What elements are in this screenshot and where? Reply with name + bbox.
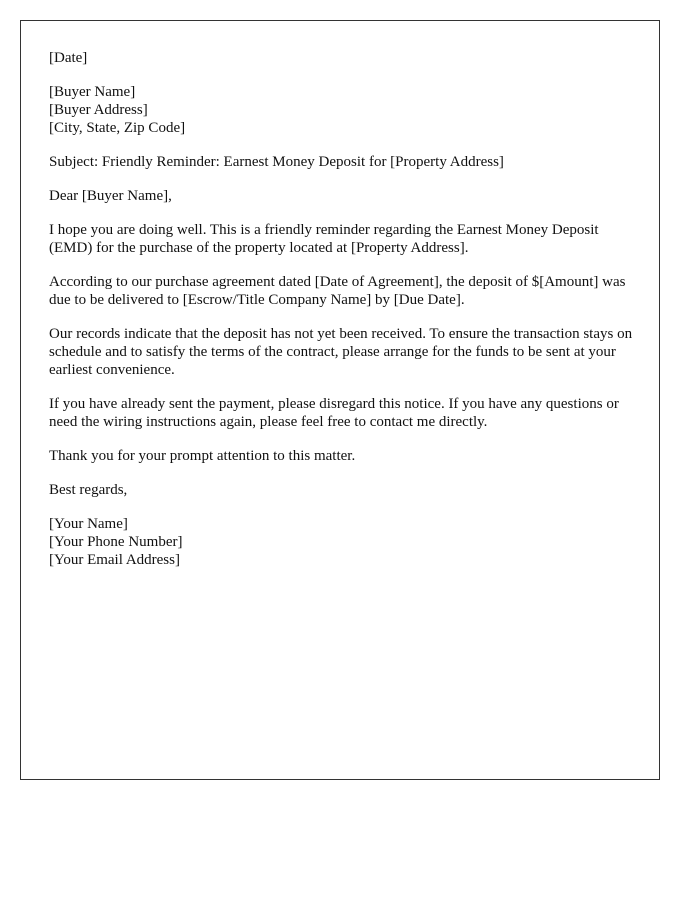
- paragraph-agreement: According to our purchase agreement dated [Date of Agreement], the deposit of $[Amount] was due to be delivered to [Escrow/Title Company Name] by [Due Date].: [49, 274, 626, 308]
- signature-email: [Your Email Address]: [49, 552, 180, 568]
- paragraph-records: Our records indicate that the deposit has not yet been received. To ensure the transaction stays on schedule and to satisfy the terms of the contract, please arrange for the funds to be sent at your earliest convenience.: [49, 326, 633, 378]
- recipient-city-state-zip: [City, State, Zip Code]: [49, 120, 186, 136]
- signature-block: [49, 515, 639, 569]
- recipient-block: [49, 83, 639, 137]
- letter-body: [49, 49, 639, 585]
- signature-phone: [Your Phone Number]: [49, 534, 183, 550]
- paragraph-greeting: I hope you are doing well. This is a friendly reminder regarding the Earnest Money Deposit (EMD) for the purchase of the property located at [Property Address].: [49, 222, 599, 256]
- paragraph-thanks: Thank you for your prompt attention to this matter.: [49, 448, 356, 464]
- recipient-name: [Buyer Name]: [49, 84, 136, 100]
- letter-page: [20, 20, 660, 780]
- letter-salutation: Dear [Buyer Name],: [49, 188, 172, 204]
- signature-name: [Your Name]: [49, 516, 128, 532]
- letter-date: [Date]: [49, 50, 88, 66]
- letter-closing: Best regards,: [49, 482, 128, 498]
- letter-subject: Subject: Friendly Reminder: Earnest Money Deposit for [Property Address]: [49, 154, 504, 170]
- paragraph-disregard: If you have already sent the payment, please disregard this notice. If you have any questions or need the wiring instructions again, please feel free to contact me directly.: [49, 396, 619, 430]
- recipient-address: [Buyer Address]: [49, 102, 148, 118]
